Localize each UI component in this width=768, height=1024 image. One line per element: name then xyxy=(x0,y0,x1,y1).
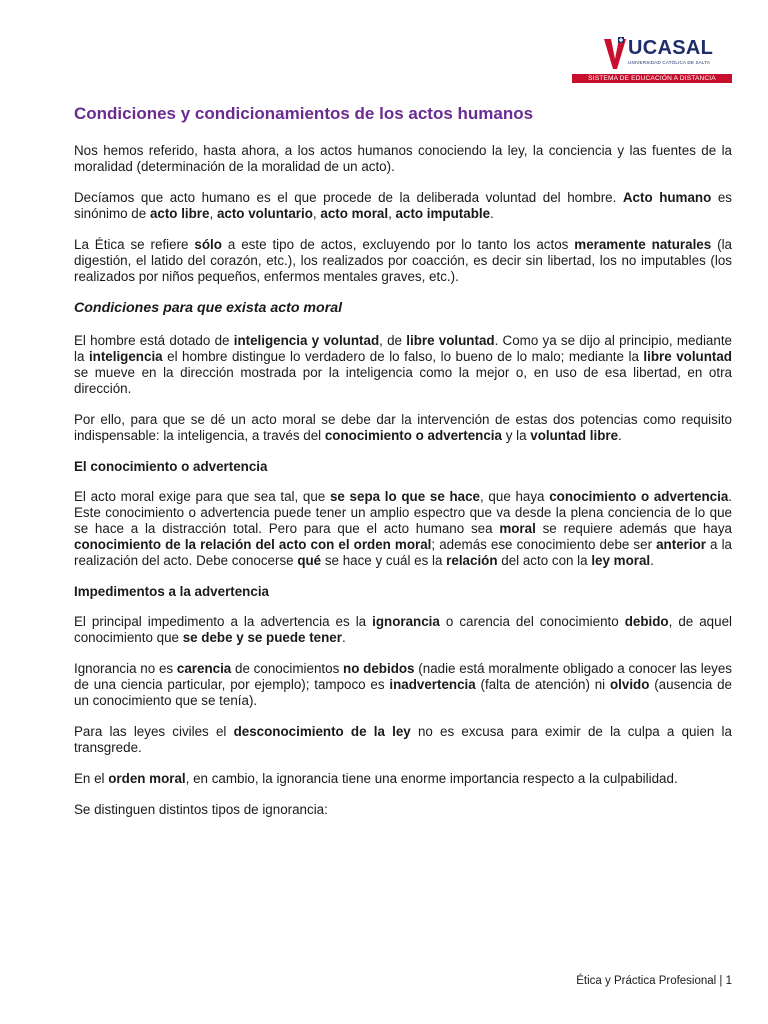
logo-subtitle: UNIVERSIDAD CATÓLICA DE SALTA xyxy=(628,60,711,65)
emphasized-term: acto imputable xyxy=(395,206,491,221)
impedimentos-paragraph-4: En el orden moral, en cambio, la ignorancia tiene una enorme importancia respecto a la culpabilidad. xyxy=(74,771,678,786)
intro-paragraph-2: Decíamos que acto humano es el que procede de la deliberada voluntad del hombre. Acto humano es sinónimo de acto libre, acto voluntario, acto moral, acto imputable. xyxy=(74,190,732,221)
emphasized-term: carencia xyxy=(176,661,232,676)
emphasized-term: no debidos xyxy=(343,661,415,676)
emphasized-term: Acto humano xyxy=(622,190,712,205)
emphasized-term: acto voluntario xyxy=(216,206,313,221)
ucasal-shield-icon xyxy=(604,37,626,71)
section-heading-conocimiento: El conocimiento o advertencia xyxy=(74,459,268,474)
impedimentos-paragraph-1: El principal impedimento a la advertencia es la ignorancia o carencia del conocimiento debido, de aquel conocimiento que se debe y se puede tener. xyxy=(74,614,732,645)
condiciones-paragraph-2: Por ello, para que se dé un acto moral se debe dar la intervención de estas dos potencias como requisito indispensable: la inteligencia, a través del conocimiento o advertencia y la voluntad libre. xyxy=(74,412,732,443)
emphasized-term: se sepa lo que se hace xyxy=(329,489,480,504)
emphasized-term: meramente naturales xyxy=(574,237,712,252)
intro-paragraph-3: La Ética se refiere sólo a este tipo de actos, excluyendo por lo tanto los actos meramente naturales (la digestión, el latido del corazón, etc.), los realizados por coacción, es decir sin libertad, los no imputables (los realizados por niños pequeños, enfermos mentales graves, etc.). xyxy=(74,237,732,284)
emphasized-term: ignorancia xyxy=(372,614,440,629)
emphasized-term: conocimiento o advertencia xyxy=(324,428,502,443)
conocimiento-paragraph-1: El acto moral exige para que sea tal, que se sepa lo que se hace, que haya conocimiento o advertencia. Este conocimiento o advertencia puede tener un amplio espectro que va desde la plena conciencia de lo que se hace a la distracción total. Pero para que el acto humano sea moral se requiere además que haya conocimiento de la relación del acto con el orden moral; además ese conocimiento debe ser anterior a la realización del acto. Debe conocerse qué se hace y cuál es la relación del acto con la ley moral. xyxy=(74,489,732,568)
logo-banner: SISTEMA DE EDUCACIÓN A DISTANCIA xyxy=(572,74,732,83)
emphasized-term: conocimiento de la relación del acto con el orden moral xyxy=(74,537,432,552)
emphasized-term: orden moral xyxy=(108,771,186,786)
emphasized-term: se debe y se puede tener xyxy=(182,630,342,645)
emphasized-term: libre voluntad xyxy=(406,333,495,348)
emphasized-term: sólo xyxy=(194,237,222,252)
emphasized-term: acto moral xyxy=(320,206,389,221)
impedimentos-paragraph-5: Se distinguen distintos tipos de ignorancia: xyxy=(74,802,328,817)
emphasized-term: inteligencia y voluntad xyxy=(233,333,380,348)
emphasized-term: debido xyxy=(624,614,669,629)
emphasized-term: anterior xyxy=(656,537,706,552)
section-heading-condiciones: Condiciones para que exista acto moral xyxy=(74,300,343,316)
emphasized-term: voluntad libre xyxy=(530,428,619,443)
emphasized-term: acto libre xyxy=(149,206,210,221)
page-title: Condiciones y condicionamientos de los actos humanos xyxy=(74,104,534,123)
emphasized-term: moral xyxy=(499,521,536,536)
emphasized-term: olvido xyxy=(609,677,650,692)
emphasized-term: ley moral xyxy=(591,553,651,568)
intro-paragraph-1: Nos hemos referido, hasta ahora, a los actos humanos conociendo la ley, la conciencia y las fuentes de la moralidad (determinación de la moralidad de un acto). xyxy=(74,143,732,174)
page-footer: Ética y Práctica Profesional | 1 xyxy=(576,975,732,987)
emphasized-term: desconocimiento de la ley xyxy=(233,724,411,739)
condiciones-paragraph-1: El hombre está dotado de inteligencia y voluntad, de libre voluntad. Como ya se dijo al principio, mediante la inteligencia el hombre distingue lo verdadero de lo falso, lo bueno de lo malo; mediante la libre voluntad se mueve en la dirección mostrada por la inteligencia como la mejor o, en uso de esa libertad, en otra dirección. xyxy=(74,333,732,396)
emphasized-term: inteligencia xyxy=(88,349,163,364)
section-heading-impedimentos: Impedimentos a la advertencia xyxy=(74,584,269,599)
document-body xyxy=(74,104,732,833)
ucasal-logo xyxy=(588,37,732,87)
emphasized-term: relación xyxy=(446,553,498,568)
emphasized-term: conocimiento o advertencia xyxy=(549,489,729,504)
emphasized-term: inadvertencia xyxy=(389,677,476,692)
impedimentos-paragraph-3: Para las leyes civiles el desconocimiento de la ley no es excusa para eximir de la culpa a quien la transgrede. xyxy=(74,724,732,755)
emphasized-term: qué xyxy=(297,553,322,568)
impedimentos-paragraph-2: Ignorancia no es carencia de conocimientos no debidos (nadie está moralmente obligado a conocer las leyes de una ciencia particular, por ejemplo); tampoco es inadvertencia (falta de atención) ni olvido (ausencia de un conocimiento que se tenía). xyxy=(74,661,732,708)
emphasized-term: libre voluntad xyxy=(643,349,732,364)
logo-name: UCASAL xyxy=(628,37,714,59)
